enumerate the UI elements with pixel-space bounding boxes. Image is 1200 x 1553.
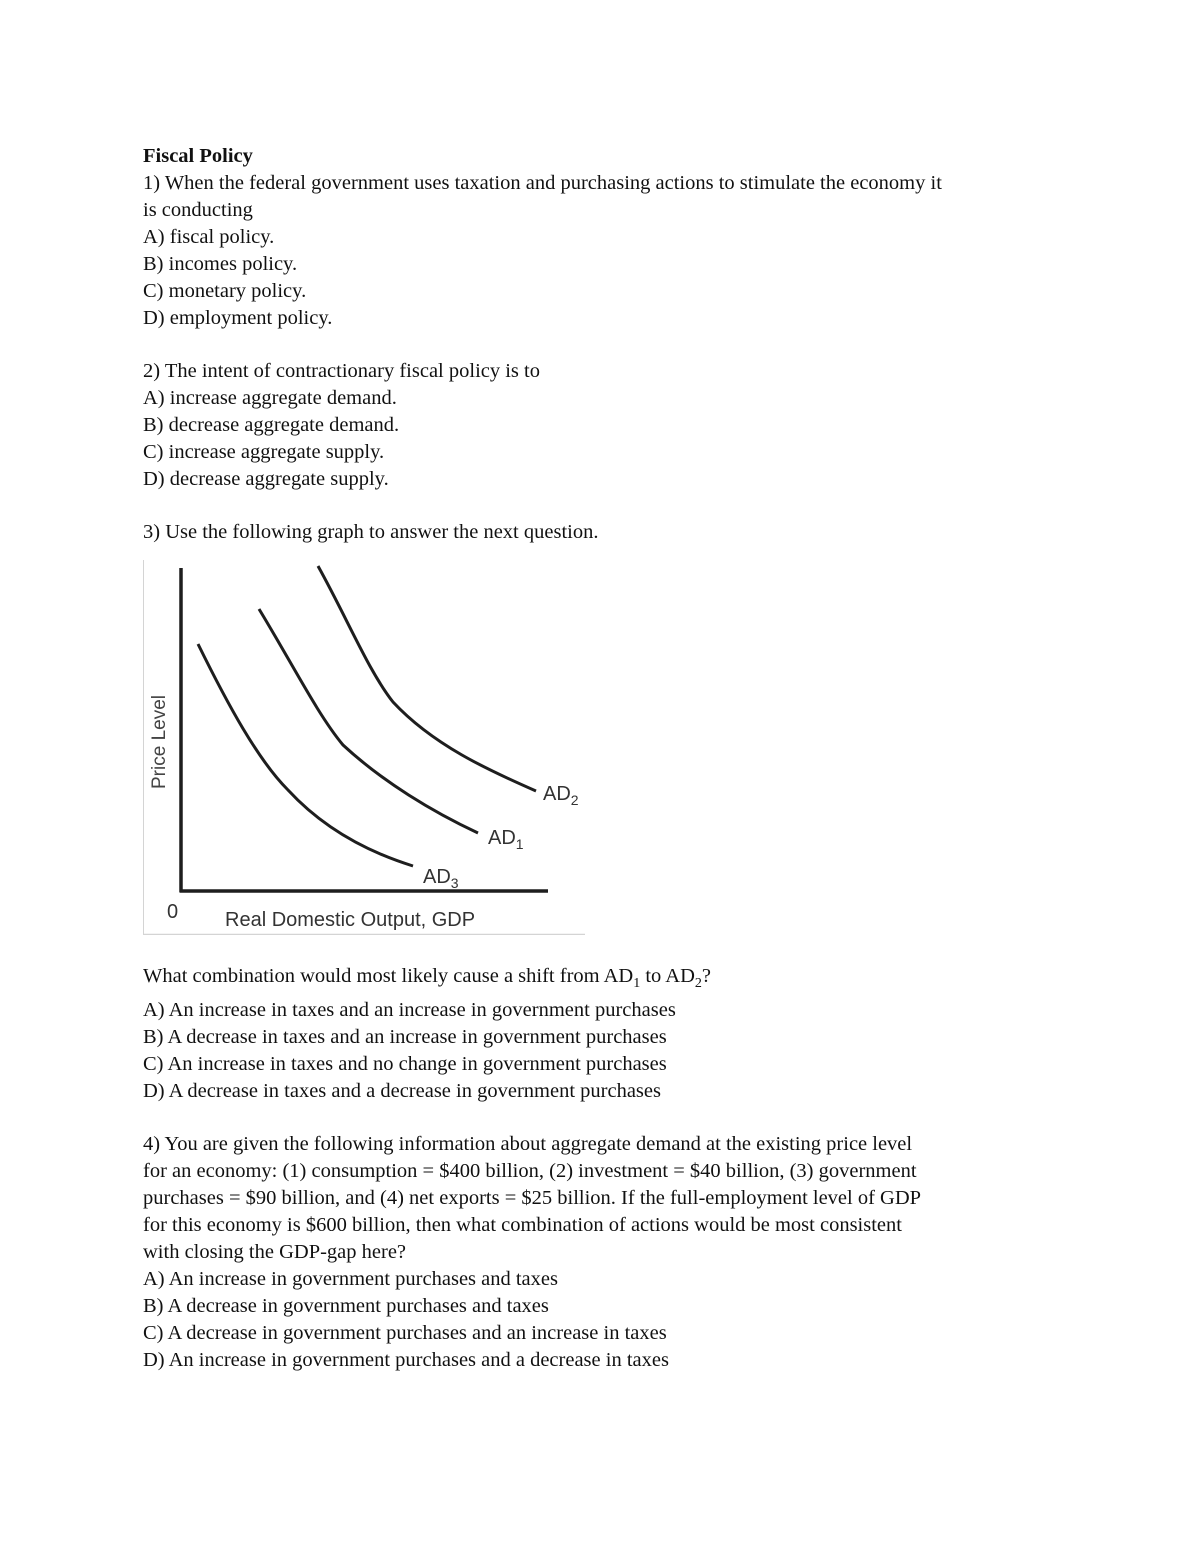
question-2-stem: 2) The intent of contractionary fiscal policy is to xyxy=(143,360,540,382)
question-4-option-a: A) An increase in government purchases and taxes xyxy=(143,1268,558,1290)
ad3-curve xyxy=(198,644,413,866)
question-3-intro: 3) Use the following graph to answer the next question. xyxy=(143,521,599,543)
question-1-option-c: C) monetary policy. xyxy=(143,280,307,302)
question-1-option-b: B) incomes policy. xyxy=(143,253,298,275)
question-4-stem-line-1: 4) You are given the following information about aggregate demand at the existing price level xyxy=(143,1133,913,1155)
ad1-label xyxy=(488,827,524,852)
x-axis-label: Real Domestic Output, GDP xyxy=(225,909,476,931)
question-2-option-d: D) decrease aggregate supply. xyxy=(143,468,389,490)
question-3 xyxy=(143,519,1073,1105)
ad1-curve xyxy=(259,609,478,833)
question-1-stem-line-2: is conducting xyxy=(143,199,253,221)
question-4-stem-line-4: for this economy is $600 billion, then what combination of actions would be most consistent xyxy=(143,1214,902,1236)
y-axis-label: Price Level xyxy=(149,695,170,789)
question-3-stem-sub-2: 2 xyxy=(694,976,702,991)
question-3-option-b: B) A decrease in taxes and an increase in government purchases xyxy=(143,1026,667,1048)
question-4-option-c: C) A decrease in government purchases and an increase in taxes xyxy=(143,1322,667,1344)
question-4-stem-line-2: for an economy: (1) consumption = $400 billion, (2) investment = $40 billion, (3) government xyxy=(143,1160,917,1182)
question-4-option-d: D) An increase in government purchases and a decrease in taxes xyxy=(143,1349,669,1371)
question-4-stem-line-3: purchases = $90 billion, and (4) net exports = $25 billion. If the full-employment level of GDP xyxy=(143,1187,922,1209)
question-1-stem-line-1: 1) When the federal government uses taxation and purchasing actions to stimulate the economy it xyxy=(143,172,942,194)
ad2-label-main: AD xyxy=(543,783,571,805)
ad3-label xyxy=(423,866,459,891)
question-1-option-d: D) employment policy. xyxy=(143,307,333,329)
ad1-label-main: AD xyxy=(488,827,516,849)
question-3-option-d: D) A decrease in taxes and a decrease in government purchases xyxy=(143,1080,661,1102)
question-3-option-c: C) An increase in taxes and no change in government purchases xyxy=(143,1053,667,1075)
question-2-option-a: A) increase aggregate demand. xyxy=(143,387,397,409)
question-1 xyxy=(143,170,1073,332)
question-3-stem-part-2: to AD xyxy=(640,965,695,987)
question-4 xyxy=(143,1131,1073,1374)
question-2 xyxy=(143,358,1073,493)
ad2-label-sub: 2 xyxy=(570,792,579,808)
ad3-label-main: AD xyxy=(423,866,451,888)
ad2-label xyxy=(543,783,579,808)
aggregate-demand-graph-svg xyxy=(143,560,588,935)
question-2-option-c: C) increase aggregate supply. xyxy=(143,441,385,463)
question-3-stem-part-3: ? xyxy=(701,965,711,987)
question-3-option-a: A) An increase in taxes and an increase in government purchases xyxy=(143,999,676,1021)
question-3-stem xyxy=(143,963,1073,997)
origin-label: 0 xyxy=(167,901,179,923)
question-1-option-a: A) fiscal policy. xyxy=(143,226,275,248)
ad2-curve xyxy=(318,566,536,791)
question-3-stem-sub-1: 1 xyxy=(633,976,641,991)
document-page xyxy=(143,143,1073,1374)
question-4-option-b: B) A decrease in government purchases and taxes xyxy=(143,1295,549,1317)
question-4-stem-line-5: with closing the GDP-gap here? xyxy=(143,1241,407,1263)
aggregate-demand-graph xyxy=(143,560,588,935)
question-2-option-b: B) decrease aggregate demand. xyxy=(143,414,400,436)
ad1-label-sub: 1 xyxy=(515,836,524,852)
question-3-stem-part-1: What combination would most likely cause a shift from AD xyxy=(143,965,634,987)
document-title: Fiscal Policy xyxy=(143,145,253,167)
ad3-label-sub: 3 xyxy=(450,875,459,891)
